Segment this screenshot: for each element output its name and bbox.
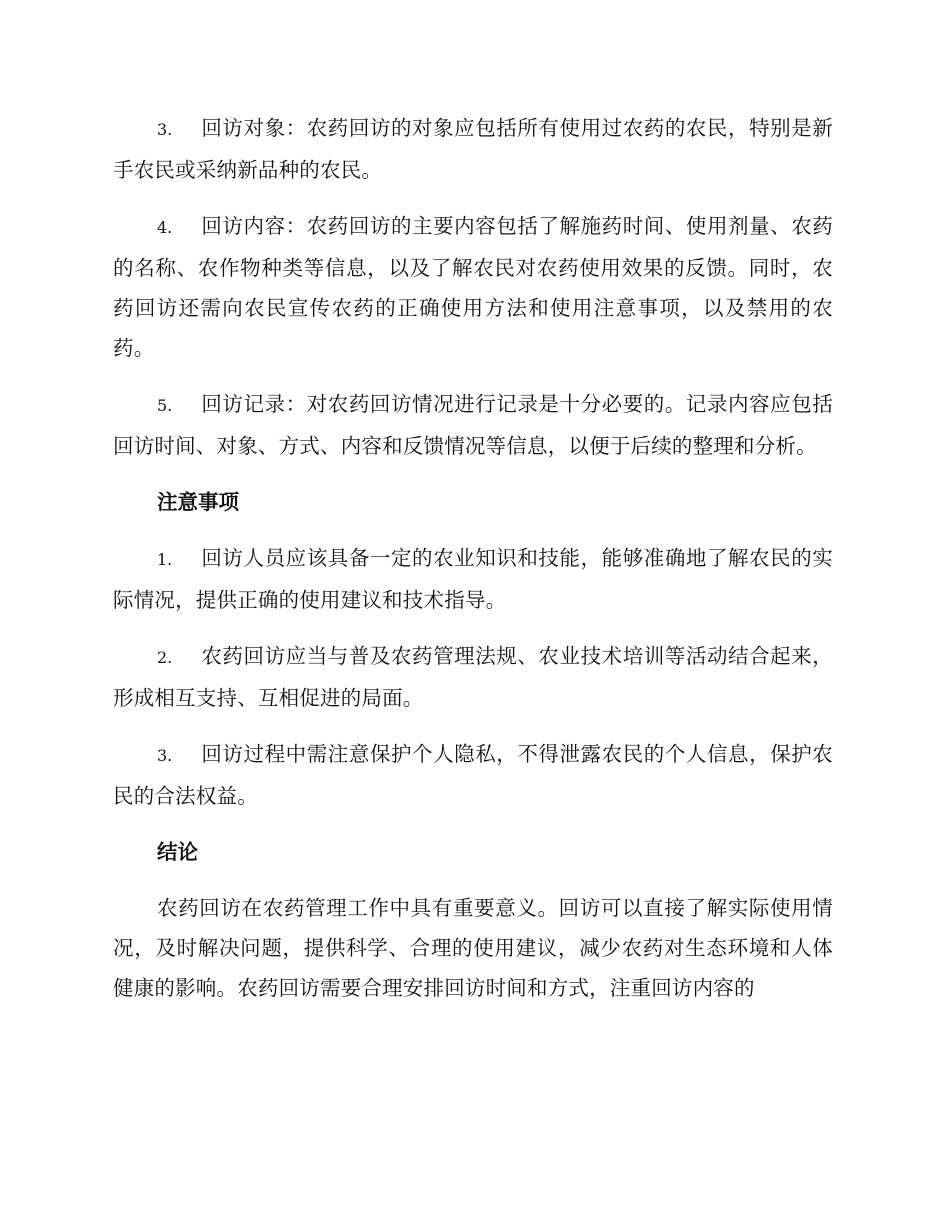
list-item xyxy=(113,206,833,368)
list-item xyxy=(113,108,833,190)
section-heading-notes: 注意事项 xyxy=(157,490,239,514)
list-item-number: 1. xyxy=(157,550,173,569)
conclusion-paragraph: 农药回访在农药管理工作中具有重要意义。回访可以直接了解实际使用情况，及时解决问题，提供科学、合理的使用建议，减少农药对生态环境和人体健康的影响。农药回访需要合理安排回访时间和方式，注重回访内容的 xyxy=(113,896,833,1000)
list-item-text: 农药回访应当与普及农药管理法规、农业技术培训等活动结合起来，形成相互支持、互相促进的局面。 xyxy=(113,644,833,710)
document-page xyxy=(113,108,833,1008)
section-heading-conclusion: 结论 xyxy=(157,840,198,864)
list-item-number: 4. xyxy=(157,218,173,237)
list-item xyxy=(113,538,833,620)
list-item-text: 回访过程中需注意保护个人隐私，不得泄露农民的个人信息，保护农民的合法权益。 xyxy=(113,742,833,808)
list-item-number: 3. xyxy=(157,120,173,139)
list-item-text: 回访内容：农药回访的主要内容包括了解施药时间、使用剂量、农药的名称、农作物种类等信息，以及了解农民对农药使用效果的反馈。同时，农药回访还需向农民宣传农药的正确使用方法和使用注意事项，以及禁用的农药。 xyxy=(113,214,833,360)
list-item-text: 回访对象：农药回访的对象应包括所有使用过农药的农民，特别是新手农民或采纳新品种的农民。 xyxy=(113,116,833,182)
list-item xyxy=(113,636,833,718)
list-item-text: 回访人员应该具备一定的农业知识和技能，能够准确地了解农民的实际情况，提供正确的使用建议和技术指导。 xyxy=(113,546,833,612)
list-item xyxy=(113,384,833,466)
list-item-number: 5. xyxy=(157,396,173,415)
list-item-number: 2. xyxy=(157,648,173,667)
list-item-text: 回访记录：对农药回访情况进行记录是十分必要的。记录内容应包括回访时间、对象、方式、内容和反馈情况等信息，以便于后续的整理和分析。 xyxy=(113,392,833,458)
list-item-number: 3. xyxy=(157,746,173,765)
list-item xyxy=(113,734,833,816)
